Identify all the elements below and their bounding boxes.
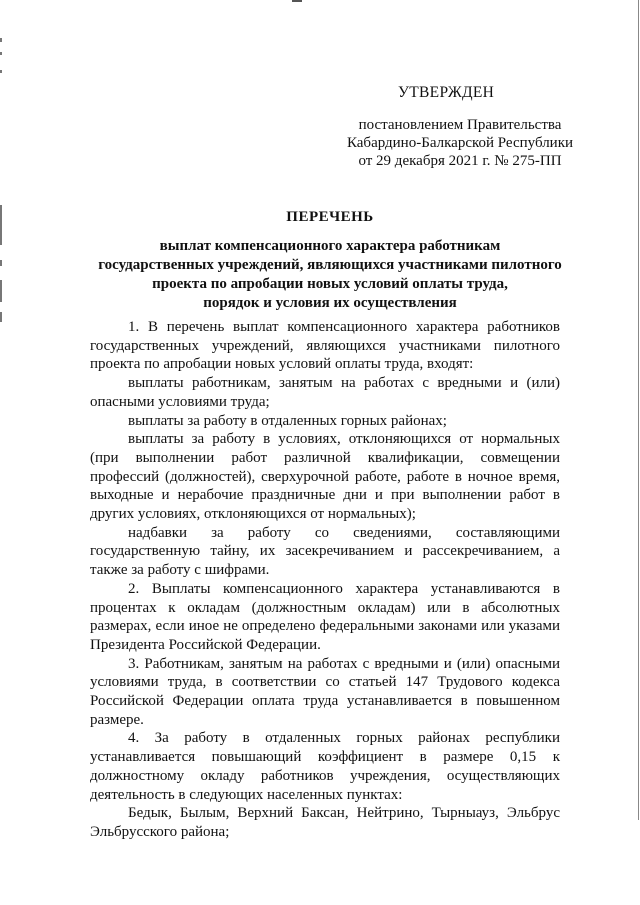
- scan-artifact-top: [292, 0, 302, 2]
- list-item-abnormal-conditions: выплаты за работу в условиях, отклоняющихся от нормальных (при выполнении работ различной квалификации, совмещении профессий (должностей), сверхурочной работе, работе в ночное время, выходные и нерабочие праздничные дни и при выполнении работ в других условиях, отклоняющихся от нормальных);: [90, 431, 560, 523]
- paragraph-4: 4. За работу в отдаленных горных районах республики устанавливается повышающий коэффициент в размере 0,15 к должностному окладу работников учреждения, осуществляющих деятельность в следующих населенных пунктах:: [90, 730, 560, 803]
- title-line: выплат компенсационного характера работникам: [159, 238, 501, 254]
- title-main: ПЕРЕЧЕНЬ: [286, 209, 374, 225]
- paragraph-2: 2. Выплаты компенсационного характера устанавливаются в процентах к окладам (должностным окладам) или в абсолютных размерах, если иное не определено федеральными законами или указами Президента Российской Федерации.: [90, 580, 560, 653]
- approval-line: постановлением Правительства: [358, 117, 562, 133]
- title-line: порядок и условия их осуществления: [203, 295, 457, 311]
- settlements-list: Бедык, Былым, Верхний Баксан, Нейтрино, Тырныауз, Эльбрус Эльбрусского района;: [90, 805, 560, 840]
- scan-artifact-left-edge: [0, 0, 3, 905]
- approval-line: Кабардино-Балкарской Республики: [346, 135, 574, 151]
- paragraph-1: 1. В перечень выплат компенсационного характера работников государственных учреждений, являющихся участниками пилотного проекта по апробации новых условий оплаты труда, входят:: [90, 319, 560, 373]
- title-line: государственных учреждений, являющихся участниками пилотного: [98, 257, 562, 273]
- approval-line: от 29 декабря 2021 г. № 275-ПП: [358, 153, 562, 169]
- title-line: проекта по апробации новых условий оплаты труда,: [152, 276, 508, 292]
- document-title: [80, 208, 580, 313]
- document-body: [90, 318, 560, 842]
- list-item-harmful-conditions: выплаты работникам, занятым на работах с вредными и (или) опасными условиями труда;: [90, 375, 560, 410]
- list-item-mountain-areas: выплаты за работу в отдаленных горных районах;: [128, 412, 447, 429]
- list-item-state-secret: надбавки за работу со сведениями, составляющими государственную тайну, их засекречиванием и рассекречиванием, а также за работу с шифрами.: [90, 524, 560, 579]
- approval-stamp: [330, 84, 590, 170]
- paragraph-3: 3. Работникам, занятым на работах с вредными и (или) опасными условиями труда, в соответствии со статьей 147 Трудового кодекса Российской Федерации оплата труда устанавливается в повышенном размере.: [90, 655, 560, 728]
- approval-heading: УТВЕРЖДЕН: [398, 84, 495, 101]
